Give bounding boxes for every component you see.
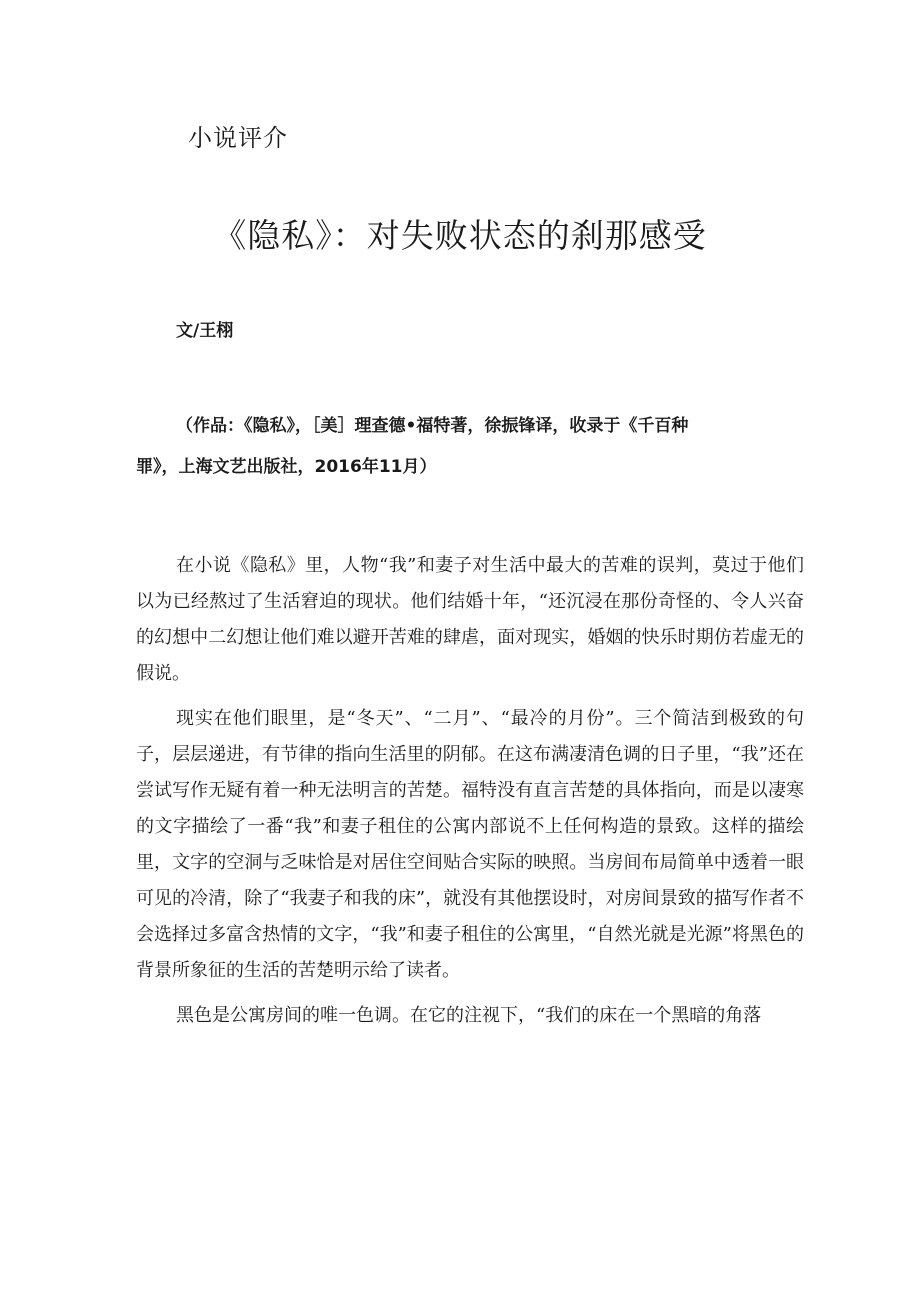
article-title: 《隐私》：对失败状态的刹那感受 (213, 216, 707, 255)
article-body (136, 548, 804, 1043)
work-citation-line: （作品：《隐私》，［美］理查德•福特著，徐振锋译，收录于《千百种 (176, 416, 689, 436)
body-paragraph: 现实在他们眼里，是“冬天”、“二月”、“最冷的月份”。三个简洁到极致的句子，层层递进，有节律的指向生活里的阴郁。在这布满凄清色调的日子里，“我”还在尝试写作无疑有着一种无法明言的苦楚。福特没有直言苦楚的具体指向，而是以凄寒的文字描绘了一番“我”和妻子租住的公寓内部说不上任何构造的景致。这样的描绘里，文字的空洞与乏味恰是对居住空间贴合实际的映照。当房间布局简单中透着一眼可见的冷清，除了“我妻子和我的床”，就没有其他摆设时，对房间景致的描写作者不会选择过多富含热情的文字，“我”和妻子租住的公寓里，“自然光就是光源”将黑色的背景所象征的生活的苦楚明示给了读者。 (136, 708, 804, 981)
body-paragraph: 在小说《隐私》里，人物“我”和妻子对生活中最大的苦难的误判，莫过于他们以为已经熬过了生活窘迫的现状。他们结婚十年，“还沉浸在那份奇怪的、令人兴奋的幻想中二幻想让他们难以避开苦难的肆虐，面对现实，婚姻的快乐时期仿若虚无的假说。 (136, 555, 804, 684)
work-citation-line: 罪》，上海文艺出版社，2016年11月） (136, 457, 437, 477)
body-paragraph: 黑色是公寓房间的唯一色调。在它的注视下，“我们的床在一个黑暗的角落 (176, 1005, 762, 1026)
section-label: 小说评介 (188, 124, 288, 152)
work-citation (136, 406, 804, 488)
author-byline: 文/王栩 (176, 321, 234, 341)
